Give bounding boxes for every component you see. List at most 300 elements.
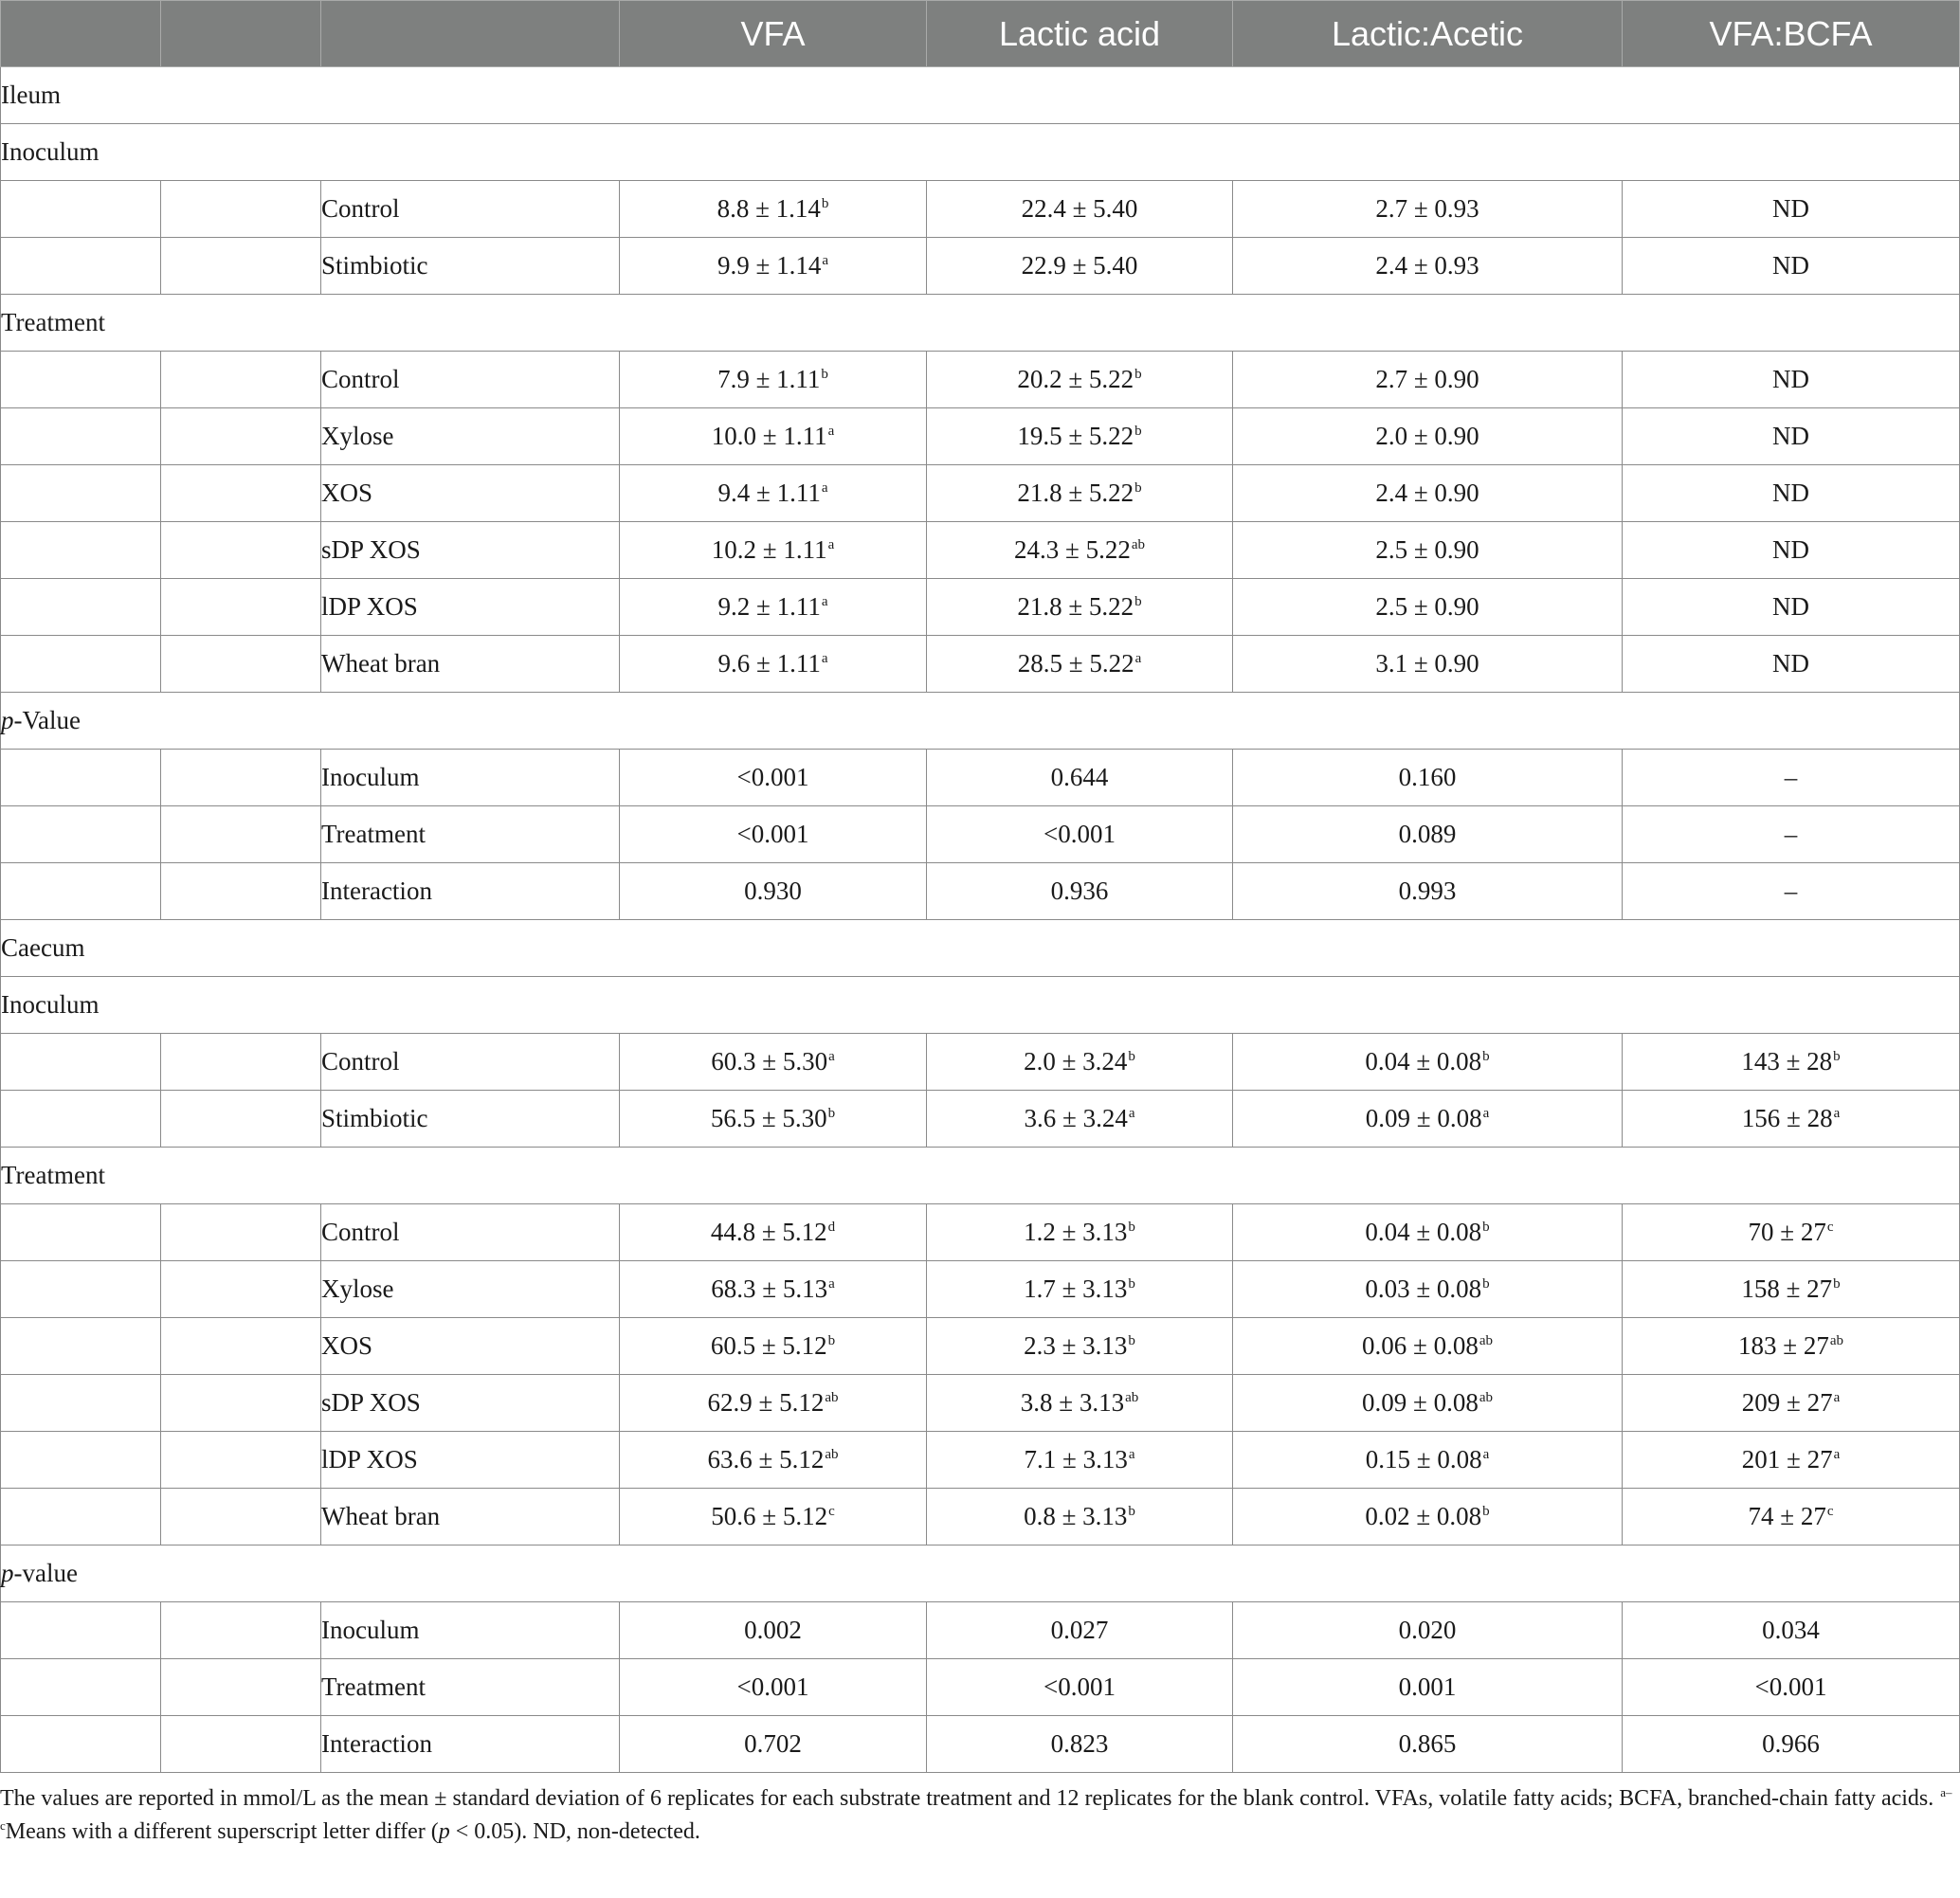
significance-letter: a [828,1276,835,1292]
table-row [1,863,1960,920]
indent-cell [161,352,321,408]
row-label: sDP XOS [321,522,620,579]
value-cell [927,1375,1233,1432]
cell-value: 0.865 [1398,1729,1457,1758]
cell-value: 60.5 ± 5.12 [710,1331,827,1360]
cell-value: 0.09 ± 0.08 [1365,1104,1482,1132]
indent-cell [161,181,321,238]
table-body [1,67,1960,1773]
p-value-label: -Value [13,706,81,734]
cell-value: ND [1772,479,1809,507]
indent-cell [1,1489,161,1546]
value-cell [620,1659,927,1716]
value-cell [927,1261,1233,1318]
significance-letter: a [1134,651,1142,666]
table-footnote [0,1773,1952,1849]
header-row [1,1,1960,67]
value-cell [620,465,927,522]
value-cell [1623,1489,1960,1546]
value-cell [620,1318,927,1375]
indent-cell [161,1318,321,1375]
indent-cell [1,352,161,408]
cell-value: 0.03 ± 0.08 [1365,1274,1482,1303]
cell-value: 2.0 ± 0.90 [1375,422,1479,450]
cell-value: <0.001 [1044,1672,1116,1701]
row-label: lDP XOS [321,579,620,636]
value-cell [1623,408,1960,465]
cell-value: <0.001 [1754,1672,1827,1701]
cell-value: 21.8 ± 5.22 [1017,479,1134,507]
row-label: XOS [321,1318,620,1375]
value-cell [1623,1091,1960,1148]
cell-value: 10.2 ± 1.11 [711,535,827,564]
row-label: Stimbiotic [321,238,620,295]
cell-value: 201 ± 27 [1741,1445,1833,1473]
indent-cell [1,465,161,522]
indent-cell [1,1375,161,1432]
row-label: Wheat bran [321,636,620,693]
indent-cell [161,238,321,295]
section-row [1,295,1960,352]
cell-value: ND [1772,365,1809,393]
value-cell [1623,1375,1960,1432]
cell-value: 1.2 ± 3.13 [1024,1218,1128,1246]
indent-cell [1,1659,161,1716]
footnote-superscript: a–c [0,1785,1952,1833]
value-cell [927,1091,1233,1148]
cell-value: 70 ± 27 [1748,1218,1826,1246]
cell-value: 0.823 [1050,1729,1109,1758]
value-cell [1233,522,1623,579]
cell-value: 7.1 ± 3.13 [1024,1445,1128,1473]
row-label: Control [321,352,620,408]
cell-value: 56.5 ± 5.30 [710,1104,827,1132]
cell-value: 0.644 [1050,763,1109,791]
cell-value: 24.3 ± 5.22 [1014,535,1131,564]
significance-letter: ab [1479,1333,1493,1348]
footnote-text-3: < 0.05). ND, non-detected. [449,1819,700,1844]
value-cell [620,1034,927,1091]
header-empty-3 [321,1,620,67]
row-label: Inoculum [321,750,620,806]
indent-cell [161,408,321,465]
cell-value: 9.2 ± 1.11 [717,592,821,621]
cell-value: 9.6 ± 1.11 [717,649,821,678]
cell-value: 2.0 ± 3.24 [1024,1047,1128,1076]
cell-value: 0.06 ± 0.08 [1362,1331,1479,1360]
cell-value: 0.160 [1398,763,1457,791]
indent-cell [161,1204,321,1261]
cell-value: 8.8 ± 1.14 [717,194,821,223]
table-row [1,1034,1960,1091]
cell-value: 0.09 ± 0.08 [1362,1388,1479,1417]
table-row [1,1432,1960,1489]
cell-value: 2.7 ± 0.93 [1375,194,1479,223]
value-cell [1233,863,1623,920]
indent-cell [1,238,161,295]
value-cell [927,1602,1233,1659]
indent-cell [1,806,161,863]
cell-value: – [1784,763,1798,791]
cell-value: 0.020 [1398,1616,1457,1644]
cell-value: <0.001 [736,763,809,791]
significance-letter: a [1833,1390,1841,1405]
significance-letter: b [821,367,828,382]
significance-letter: b [1482,1504,1490,1519]
p-symbol: p [1,706,14,734]
indent-cell [1,1602,161,1659]
significance-letter: b [821,196,829,211]
value-cell [620,1489,927,1546]
value-cell [620,1204,927,1261]
table-row [1,1091,1960,1148]
indent-cell [161,1261,321,1318]
significance-letter: b [1482,1049,1490,1064]
cell-value: 22.9 ± 5.40 [1021,251,1138,280]
value-cell [620,1261,927,1318]
significance-letter: b [1134,367,1142,382]
value-cell [1623,238,1960,295]
value-cell [1623,1261,1960,1318]
cell-value: 28.5 ± 5.22 [1017,649,1134,678]
indent-cell [1,1318,161,1375]
significance-letter: b [1833,1276,1841,1292]
value-cell [1233,1659,1623,1716]
value-cell [620,1716,927,1773]
cell-value: ND [1772,422,1809,450]
value-cell [1233,238,1623,295]
value-cell [1233,1489,1623,1546]
cell-value: 0.993 [1398,877,1457,905]
row-label: Inoculum [321,1602,620,1659]
cell-value: ND [1772,592,1809,621]
indent-cell [1,579,161,636]
value-cell [620,238,927,295]
value-cell [927,863,1233,920]
significance-letter: b [1128,1220,1135,1235]
section-label: Ileum [1,67,1960,124]
value-cell [1623,863,1960,920]
significance-letter: a [821,651,828,666]
value-cell [1233,1318,1623,1375]
indent-cell [161,1432,321,1489]
cell-value: ND [1772,649,1809,678]
significance-letter: b [1134,480,1142,496]
indent-cell [161,636,321,693]
significance-letter: b [827,1106,836,1121]
indent-cell [1,1261,161,1318]
cell-value: 63.6 ± 5.12 [707,1445,825,1473]
cell-value: 2.5 ± 0.90 [1375,535,1479,564]
header-lactic-acid: Lactic acid [927,1,1233,67]
row-label: Interaction [321,1716,620,1773]
indent-cell [1,1204,161,1261]
indent-cell [161,806,321,863]
value-cell [620,1091,927,1148]
value-cell [1623,1659,1960,1716]
cell-value: 2.3 ± 3.13 [1024,1331,1128,1360]
value-cell [1623,579,1960,636]
cell-value: 183 ± 27 [1738,1331,1829,1360]
significance-letter: a [1833,1106,1841,1121]
cell-value: 9.4 ± 1.11 [717,479,821,507]
value-cell [927,181,1233,238]
indent-cell [1,1091,161,1148]
value-cell [1233,352,1623,408]
row-label: Xylose [321,1261,620,1318]
indent-cell [1,636,161,693]
significance-letter: a [1128,1106,1135,1121]
cell-value: 0.04 ± 0.08 [1365,1047,1482,1076]
indent-cell [1,1034,161,1091]
cell-value: ND [1772,251,1809,280]
indent-cell [161,1375,321,1432]
cell-value: 0.936 [1050,877,1109,905]
indent-cell [1,408,161,465]
section-row [1,67,1960,124]
cell-value: 143 ± 28 [1741,1047,1833,1076]
footnote-text-2: Means with a different superscript letter differ ( [5,1819,439,1844]
cell-value: 7.9 ± 1.11 [717,365,821,393]
row-label: lDP XOS [321,1432,620,1489]
cell-value: 9.9 ± 1.14 [717,251,822,280]
value-cell [1233,408,1623,465]
cell-value: 0.034 [1762,1616,1820,1644]
cell-value: 209 ± 27 [1741,1388,1833,1417]
value-cell [1623,522,1960,579]
value-cell [620,522,927,579]
indent-cell [161,1091,321,1148]
value-cell [1233,1432,1623,1489]
cell-value: 3.6 ± 3.24 [1024,1104,1128,1132]
value-cell [620,181,927,238]
indent-cell [161,465,321,522]
table-row [1,238,1960,295]
section-label: Inoculum [1,977,1960,1034]
value-cell [1233,181,1623,238]
value-cell [1233,1034,1623,1091]
section-row [1,124,1960,181]
section-label: Treatment [1,295,1960,352]
significance-letter: d [827,1220,836,1235]
table-row [1,1489,1960,1546]
value-cell [620,806,927,863]
cell-value: 50.6 ± 5.12 [711,1502,828,1530]
row-label: Treatment [321,1659,620,1716]
value-cell [1623,465,1960,522]
significance-letter: b [1134,424,1142,439]
value-cell [927,1432,1233,1489]
value-cell [927,750,1233,806]
footnote-p-symbol: p [438,1819,450,1844]
value-cell [620,636,927,693]
value-cell [927,1716,1233,1773]
indent-cell [1,1716,161,1773]
row-label: Xylose [321,408,620,465]
significance-letter: ab [825,1447,839,1462]
section-label: Treatment [1,1148,1960,1204]
row-label: XOS [321,465,620,522]
row-label: Wheat bran [321,1489,620,1546]
value-cell [927,636,1233,693]
table-row [1,1261,1960,1318]
cell-value: 0.001 [1398,1672,1457,1701]
cell-value: 2.4 ± 0.90 [1375,479,1479,507]
indent-cell [1,181,161,238]
cell-value: 2.5 ± 0.90 [1375,592,1479,621]
value-cell [1623,806,1960,863]
indent-cell [161,579,321,636]
cell-value: 0.027 [1050,1616,1109,1644]
cell-value: 68.3 ± 5.13 [711,1274,828,1303]
value-cell [1623,750,1960,806]
value-cell [927,1204,1233,1261]
indent-cell [1,863,161,920]
value-cell [1623,181,1960,238]
section-row [1,920,1960,977]
value-cell [927,806,1233,863]
section-row [1,1148,1960,1204]
table-row [1,1716,1960,1773]
cell-value: 0.930 [744,877,802,905]
cell-value: 0.089 [1398,820,1457,848]
cell-value: 0.8 ± 3.13 [1024,1502,1128,1530]
value-cell [620,863,927,920]
value-cell [620,1432,927,1489]
cell-value: 3.1 ± 0.90 [1375,649,1479,678]
cell-value: – [1784,820,1798,848]
table-row [1,408,1960,465]
cell-value: 19.5 ± 5.22 [1017,422,1134,450]
value-cell [620,1602,927,1659]
cell-value: 74 ± 27 [1748,1502,1826,1530]
value-cell [927,352,1233,408]
value-cell [1233,465,1623,522]
significance-letter: ab [1131,537,1145,552]
value-cell [927,579,1233,636]
significance-letter: a [822,253,828,268]
significance-letter: ab [1829,1333,1843,1348]
section-label: Inoculum [1,124,1960,181]
value-cell [1233,1261,1623,1318]
row-label: Control [321,1034,620,1091]
table-row [1,1204,1960,1261]
significance-letter: b [1833,1049,1841,1064]
significance-letter: b [1128,1049,1135,1064]
table-row [1,352,1960,408]
significance-letter: a [1128,1447,1135,1462]
cell-value: ND [1772,535,1809,564]
table-row [1,1602,1960,1659]
section-row [1,977,1960,1034]
value-cell [1623,636,1960,693]
table-row [1,522,1960,579]
pvalue-section-label [1,693,1960,750]
cell-value: 21.8 ± 5.22 [1017,592,1134,621]
significance-letter: b [1482,1276,1490,1292]
table-row [1,1318,1960,1375]
cell-value: 10.0 ± 1.11 [711,422,827,450]
indent-cell [161,522,321,579]
table-row [1,181,1960,238]
cell-value: – [1784,877,1798,905]
cell-value: 156 ± 28 [1741,1104,1833,1132]
value-cell [927,522,1233,579]
value-cell [1233,579,1623,636]
cell-value: 0.702 [744,1729,802,1758]
table-row [1,806,1960,863]
table-row [1,636,1960,693]
significance-letter: a [828,1049,835,1064]
indent-cell [161,1602,321,1659]
indent-cell [1,750,161,806]
significance-letter: b [827,1333,836,1348]
significance-letter: c [1826,1220,1834,1235]
significance-letter: b [1128,1333,1135,1348]
cell-value: 44.8 ± 5.12 [710,1218,827,1246]
cell-value: 20.2 ± 5.22 [1017,365,1134,393]
indent-cell [161,1716,321,1773]
value-cell [620,579,927,636]
row-label: sDP XOS [321,1375,620,1432]
table-row [1,750,1960,806]
significance-letter: ab [1479,1390,1493,1405]
value-cell [1233,636,1623,693]
value-cell [1233,1716,1623,1773]
value-cell [620,750,927,806]
indent-cell [1,522,161,579]
significance-letter: a [821,594,828,609]
significance-letter: a [821,480,828,496]
cell-value: 2.7 ± 0.90 [1375,365,1479,393]
value-cell [1233,1091,1623,1148]
table-row [1,465,1960,522]
significance-letter: b [1482,1220,1490,1235]
value-cell [1623,1034,1960,1091]
cell-value: 3.8 ± 3.13 [1020,1388,1125,1417]
cell-value: 2.4 ± 0.93 [1375,251,1479,280]
value-cell [927,465,1233,522]
indent-cell [161,750,321,806]
indent-cell [161,1659,321,1716]
value-cell [1233,1375,1623,1432]
value-cell [927,238,1233,295]
value-cell [620,1375,927,1432]
row-label: Interaction [321,863,620,920]
value-cell [1233,806,1623,863]
value-cell [927,1318,1233,1375]
header-vfa: VFA [620,1,927,67]
header-empty-1 [1,1,161,67]
indent-cell [161,863,321,920]
value-cell [620,408,927,465]
cell-value: <0.001 [736,820,809,848]
value-cell [1623,1716,1960,1773]
header-vfa-bcfa: VFA:BCFA [1623,1,1960,67]
row-label: Control [321,1204,620,1261]
cell-value: <0.001 [736,1672,809,1701]
value-cell [1233,1602,1623,1659]
value-cell [927,1659,1233,1716]
cell-value: 1.7 ± 3.13 [1024,1274,1128,1303]
row-label: Treatment [321,806,620,863]
pvalue-section-row [1,1546,1960,1602]
significance-letter: c [828,1504,835,1519]
value-cell [927,1034,1233,1091]
significance-letter: ab [825,1390,839,1405]
value-cell [927,408,1233,465]
indent-cell [161,1034,321,1091]
